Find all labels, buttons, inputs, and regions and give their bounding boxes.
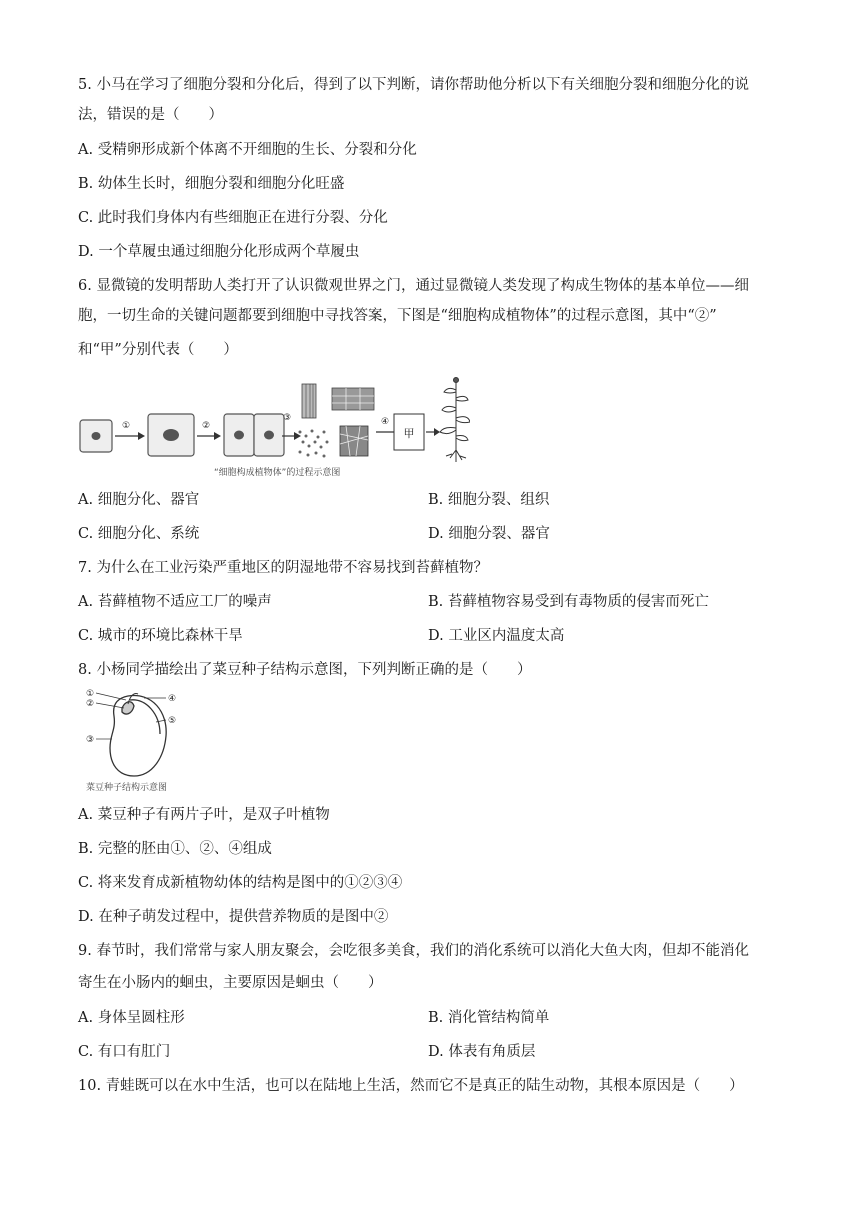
- q5-option-d: D. 一个草履虫通过细胞分化形成两个草履虫: [78, 244, 360, 260]
- q6-stem-line3: 和“甲”分别代表（ ）: [78, 342, 238, 358]
- q7-option-c: C. 城市的环境比森林干旱: [78, 628, 243, 644]
- q6-option-b: B. 细胞分裂、组织: [428, 492, 550, 508]
- tissue-group: [299, 384, 375, 458]
- q7-option-b: B. 苔藓植物容易受到有毒物质的侵害而死亡: [428, 594, 709, 610]
- q5-option-b: B. 幼体生长时，细胞分裂和细胞分化旺盛: [78, 176, 345, 192]
- seed-label-2: ②: [86, 699, 95, 709]
- q6-figure-caption: “细胞构成植物体”的过程示意图: [214, 468, 341, 478]
- q9-stem-line2: 寄生在小肠内的蛔虫，主要原因是蛔虫（ ）: [78, 975, 383, 991]
- q6-stem-line2: 胞，一切生命的关键问题都要到细胞中寻找答案，下图是“细胞构成植物体”的过程示意图，其中“②”: [78, 308, 717, 324]
- q7-stem: 7. 为什么在工业污染严重地区的阴湿地带不容易找到苔藓植物？: [78, 560, 488, 576]
- seed-label-3: ③: [86, 735, 95, 745]
- q8-option-c: C. 将来发育成新植物幼体的结构是图中的①②③④: [78, 875, 403, 891]
- q6-option-c: C. 细胞分化、系统: [78, 526, 200, 542]
- q5-stem-line1: 5. 小马在学习了细胞分裂和分化后，得到了以下判断，请你帮助他分析以下有关细胞分裂和细胞分化的说: [78, 77, 749, 93]
- q8-option-b: B. 完整的胚由①、②、④组成: [78, 841, 272, 857]
- divided-cells: [224, 414, 284, 456]
- q6-option-d: D. 细胞分裂、器官: [428, 526, 550, 542]
- single-cell: [80, 420, 112, 452]
- q9-stem-line1: 9. 春节时，我们常常与家人朋友聚会，会吃很多美食，我们的消化系统可以消化大鱼大肉，但却不能消化: [78, 943, 749, 959]
- q9-option-d: D. 体表有角质层: [428, 1044, 536, 1060]
- bean-seed-figure: [82, 686, 192, 794]
- q8-figure-caption: 菜豆种子结构示意图: [86, 783, 168, 793]
- step-1-label: ①: [121, 421, 131, 431]
- q8-option-a: A. 菜豆种子有两片子叶，是双子叶植物: [78, 807, 330, 823]
- seed-label-5: ⑤: [168, 716, 177, 726]
- q8-option-d: D. 在种子萌发过程中，提供营养物质的是图中②: [78, 909, 389, 925]
- jia-label: 甲: [403, 427, 415, 440]
- q5-stem-line2: 法，错误的是（ ）: [78, 107, 223, 123]
- q10-stem: 10. 青蛙既可以在水中生活，也可以在陆地上生活，然而它不是真正的陆生动物，其根本原因是（ ）: [78, 1078, 744, 1094]
- q7-option-a: A. 苔藓植物不适应工厂的噪声: [78, 594, 272, 610]
- q6-stem-line1: 6. 显微镜的发明帮助人类打开了认识微观世界之门，通过显微镜人类发现了构成生物体的基本单位——细: [78, 278, 749, 294]
- grown-cell: [148, 414, 194, 456]
- q5-option-a: A. 受精卵形成新个体离不开细胞的生长、分裂和分化: [78, 142, 417, 158]
- q6-process-figure: [78, 374, 470, 480]
- q9-option-a: A. 身体呈圆柱形: [78, 1010, 185, 1026]
- q8-stem: 8. 小杨同学描绘出了菜豆种子结构示意图，下列判断正确的是（ ）: [78, 662, 532, 678]
- q9-option-c: C. 有口有肛门: [78, 1044, 171, 1060]
- step-2-label: ②: [201, 421, 211, 431]
- q5-option-c: C. 此时我们身体内有些细胞正在进行分裂、分化: [78, 210, 388, 226]
- seed-label-4: ④: [168, 694, 177, 704]
- seed-label-1: ①: [86, 689, 95, 699]
- plant-illustration: [440, 378, 470, 463]
- q6-option-a: A. 细胞分化、器官: [78, 492, 200, 508]
- step-3-label: ③: [282, 413, 292, 423]
- q9-option-b: B. 消化管结构简单: [428, 1010, 550, 1026]
- q7-option-d: D. 工业区内温度太高: [428, 628, 565, 644]
- step-4-label: ④: [380, 417, 390, 427]
